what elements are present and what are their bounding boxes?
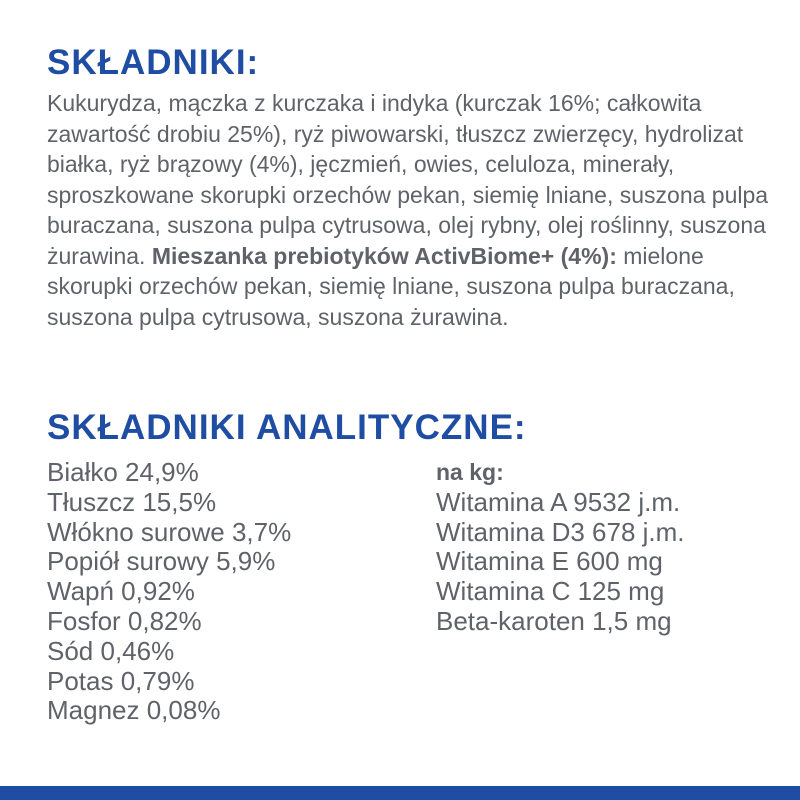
list-item: Beta-karoten 1,5 mg xyxy=(436,605,672,636)
vitamins-list xyxy=(436,458,685,637)
list-item: Witamina E 600 mg xyxy=(436,546,663,577)
analytical-heading: SKŁADNIKI ANALITYCZNE: xyxy=(47,408,527,447)
footer-bar xyxy=(0,786,800,800)
ingredients-heading: SKŁADNIKI: xyxy=(47,43,260,82)
list-item: Witamina D3 678 j.m. xyxy=(436,516,685,547)
list-item: Witamina A 9532 j.m. xyxy=(436,486,681,517)
prebiotic-label: Mieszanka prebiotyków ActivBiome+ (4%): xyxy=(151,242,617,269)
list-item: Białko 24,9% xyxy=(47,457,199,487)
list-item: Potas 0,79% xyxy=(47,665,195,696)
list-item: Sód 0,46% xyxy=(47,635,175,666)
ingredients-text: Kukurydza, mączka z kurczaka i indyka (kurczak 16%; całkowita zawartość drobiu 25%), ryż piwowarski, tłuszcz zwierzęcy, hydrolizat białka, ryż brązowy (4%), jęczmień, owies, celuloza, minerały, sproszkowane skorupki orzechów pekan, siemię lniane, suszona pulpa buraczana, suszona pulpa cytrusowa, olej rybny, olej roślinny, suszona żurawina. xyxy=(47,90,769,269)
list-item: Witamina C 125 mg xyxy=(436,576,665,607)
list-item: Popiół surowy 5,9% xyxy=(47,546,276,577)
list-item: Fosfor 0,82% xyxy=(47,605,202,636)
ingredients-paragraph xyxy=(47,88,787,332)
prebiotic-text: mielone skorupki orzechów pekan, siemię lniane, suszona pulpa buraczana, suszona pulpa cytrusowa, suszona żurawina. xyxy=(47,242,735,330)
analytical-list xyxy=(47,458,291,726)
list-item: Magnez 0,08% xyxy=(47,695,221,726)
list-item: Włókno surowe 3,7% xyxy=(47,516,292,547)
list-item: Wapń 0,92% xyxy=(47,576,195,607)
per-kg-heading: na kg: xyxy=(436,459,504,485)
list-item: Tłuszcz 15,5% xyxy=(47,486,217,517)
